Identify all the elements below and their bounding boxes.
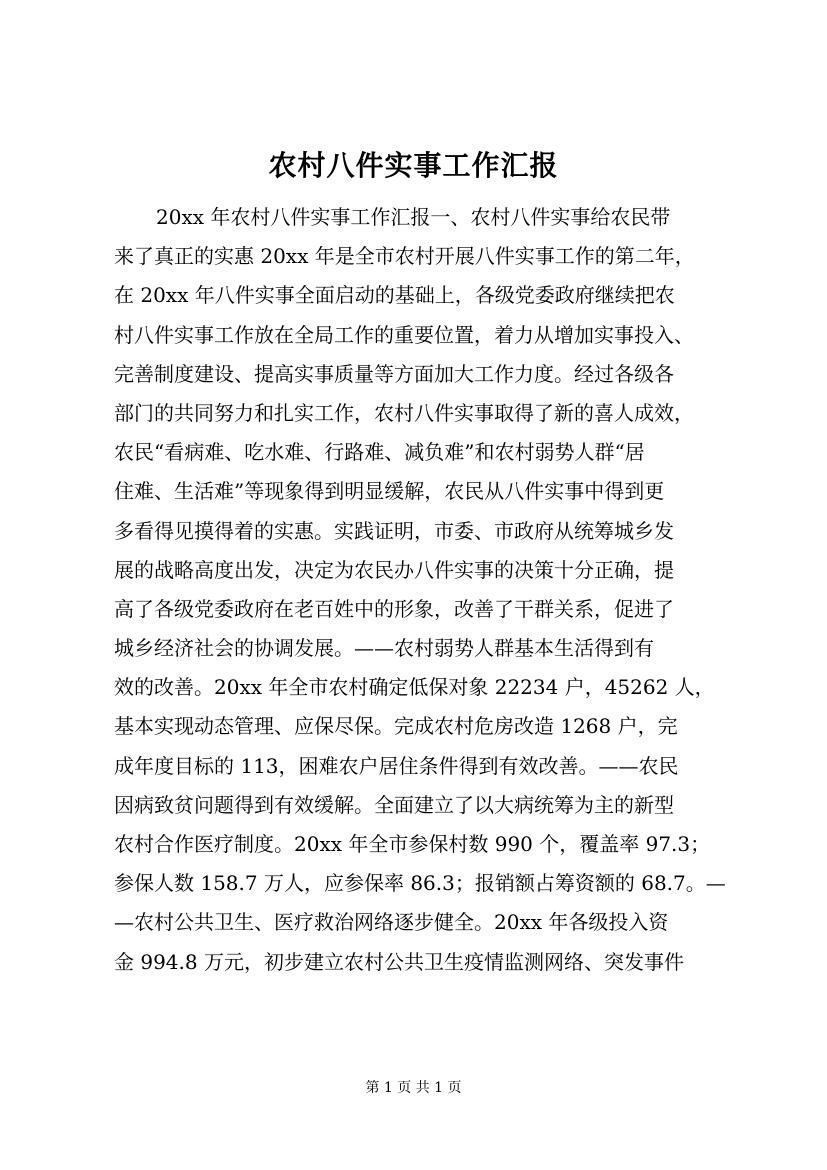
document-body <box>114 198 764 982</box>
paragraph-line: 村八件实事工作放在全局工作的重要位置，着力从增加实事投入、 <box>114 322 694 347</box>
document-title: 农村八件实事工作汇报 <box>268 149 559 182</box>
paragraph-line: 住难、生活难”等现象得到明显缓解，农民从八件实事中得到更 <box>114 479 665 504</box>
paragraph-line: 高了各级党委政府在老百姓中的形象，改善了干群关系，促进了 <box>114 596 674 621</box>
paragraph-line: 基本实现动态管理、应保尽保。完成农村危房改造 1268 户，完 <box>114 714 678 739</box>
paragraph-line: 农民“看病难、吃水难、行路难、减负难”和农村弱势人群“居 <box>114 440 645 465</box>
paragraph-line: 在 20xx 年八件实事全面启动的基础上，各级党委政府继续把农 <box>114 283 675 308</box>
paragraph-line: 部门的共同努力和扎实工作，农村八件实事取得了新的喜人成效， <box>114 400 694 425</box>
paragraph-line: 来了真正的实惠 20xx 年是全市农村开展八件实事工作的第二年， <box>114 244 695 269</box>
paragraph-line: 效的改善。20xx 年全市农村确定低保对象 22234 户，45262 人， <box>114 675 715 700</box>
paragraph-line: 20xx 年农村八件实事工作汇报一、农村八件实事给农民带 <box>156 205 671 229</box>
paragraph-line: 因病致贫问题得到有效缓解。全面建立了以大病统筹为主的新型 <box>114 792 674 817</box>
paragraph-line: 完善制度建设、提高实事质量等方面加大工作力度。经过各级各 <box>114 361 674 386</box>
paragraph-line: 参保人数 158.7 万人，应参保率 86.3；报销额占筹资额的 68.7。— <box>114 871 726 896</box>
paragraph-line: 城乡经济社会的协调发展。——农村弱势人群基本生活得到有 <box>114 636 654 661</box>
paragraph-line: —农村公共卫生、医疗救治网络逐步健全。20xx 年各级投入资 <box>114 910 669 935</box>
page-number-footer: 第 1 页 共 1 页 <box>365 1080 462 1096</box>
paragraph-line: 金 994.8 万元，初步建立农村公共卫生疫情监测网络、突发事件 <box>114 949 684 974</box>
paragraph-line: 多看得见摸得着的实惠。实践证明，市委、市政府从统筹城乡发 <box>114 518 674 543</box>
paragraph-line: 农村合作医疗制度。20xx 年全市参保村数 990 个，覆盖率 97.3； <box>114 832 711 856</box>
paragraph-line: 展的战略高度出发，决定为农民办八件实事的决策十分正确，提 <box>114 557 674 582</box>
paragraph-line: 成年度目标的 113，困难农户居住条件得到有效改善。——农民 <box>114 753 679 778</box>
